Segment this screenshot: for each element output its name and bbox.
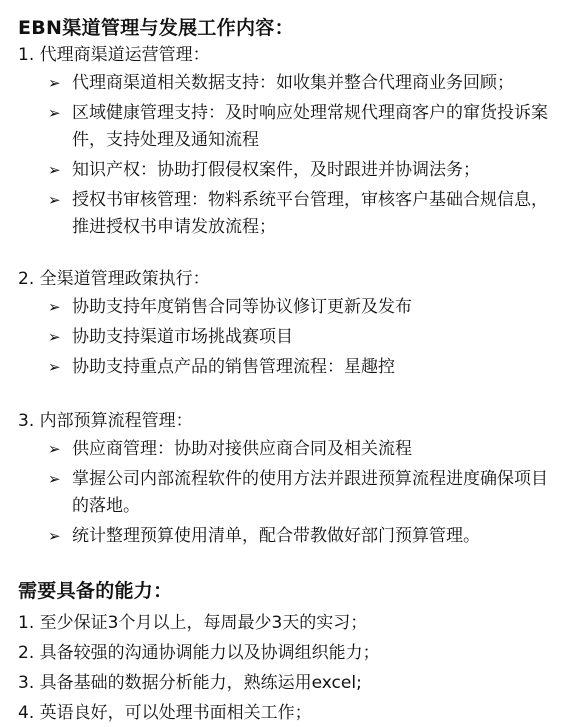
arrow-bullet-icon: ➢ <box>48 358 61 376</box>
section-budget-process <box>18 408 550 550</box>
spacer <box>18 384 550 408</box>
arrow-bullet-icon: ➢ <box>48 74 61 92</box>
bullet-text: 统计整理预算使用清单，配合带教做好部门预算管理。 <box>72 526 480 546</box>
bullet-item <box>18 436 550 463</box>
bullet-list <box>18 70 550 241</box>
section-title: 3. 内部预算流程管理： <box>18 411 193 431</box>
bullet-item <box>18 187 550 241</box>
section-title: 2. 全渠道管理政策执行： <box>18 269 210 289</box>
arrow-bullet-icon: ➢ <box>48 470 61 488</box>
page-heading: EBN渠道管理与发展工作内容： <box>18 17 294 39</box>
abilities-list <box>18 609 550 727</box>
bullet-text: 掌握公司内部流程软件的使用方法并跟进预算流程进度确保项目的落地。 <box>72 469 548 516</box>
arrow-bullet-icon: ➢ <box>48 191 61 209</box>
bullet-item <box>18 324 550 351</box>
arrow-bullet-icon: ➢ <box>48 161 61 179</box>
bullet-text: 协助支持渠道市场挑战赛项目 <box>72 327 293 347</box>
bullet-item <box>18 523 550 550</box>
bullet-item <box>18 157 550 184</box>
arrow-bullet-icon: ➢ <box>48 440 61 458</box>
abilities-heading: 需要具备的能力： <box>18 580 173 602</box>
spacer <box>18 244 550 266</box>
arrow-bullet-icon: ➢ <box>48 328 61 346</box>
bullet-text: 代理商渠道相关数据支持：如收集并整合代理商业务回顾； <box>72 73 514 93</box>
ability-item: 2. 具备较强的沟通协调能力以及协调组织能力； <box>18 643 380 663</box>
bullet-text: 授权书审核管理：物料系统平台管理，审核客户基础合规信息，推进授权书申请发放流程； <box>72 190 548 237</box>
bullet-item <box>18 100 550 154</box>
section-title: 1. 代理商渠道运营管理： <box>18 45 210 65</box>
bullet-text: 供应商管理：协助对接供应商合同及相关流程 <box>72 439 412 459</box>
arrow-bullet-icon: ➢ <box>48 527 61 545</box>
bullet-item <box>18 70 550 97</box>
arrow-bullet-icon: ➢ <box>48 298 61 316</box>
bullet-item <box>18 294 550 321</box>
ability-item: 1. 至少保证3个月以上，每周最少3天的实习； <box>18 613 368 633</box>
bullet-item <box>18 354 550 381</box>
ability-item: 3. 具备基础的数据分析能力，熟练运用excel; <box>18 673 362 693</box>
bullet-text: 知识产权：协助打假侵权案件，及时跟进并协调法务； <box>72 160 480 180</box>
section-channel-operations <box>18 42 550 241</box>
bullet-text: 协助支持年度销售合同等协议修订更新及发布 <box>72 297 412 317</box>
bullet-text: 协助支持重点产品的销售管理流程：星趣控 <box>72 357 395 377</box>
bullet-text: 区域健康管理支持：及时响应处理常规代理商客户的窜货投诉案件，支持处理及通知流程 <box>72 103 548 150</box>
spacer <box>18 553 550 577</box>
section-policy-execution <box>18 266 550 381</box>
bullet-list <box>18 436 550 550</box>
arrow-bullet-icon: ➢ <box>48 104 61 122</box>
ability-item: 4. 英语良好，可以处理书面相关工作； <box>18 703 312 723</box>
bullet-item <box>18 466 550 520</box>
bullet-list <box>18 294 550 381</box>
